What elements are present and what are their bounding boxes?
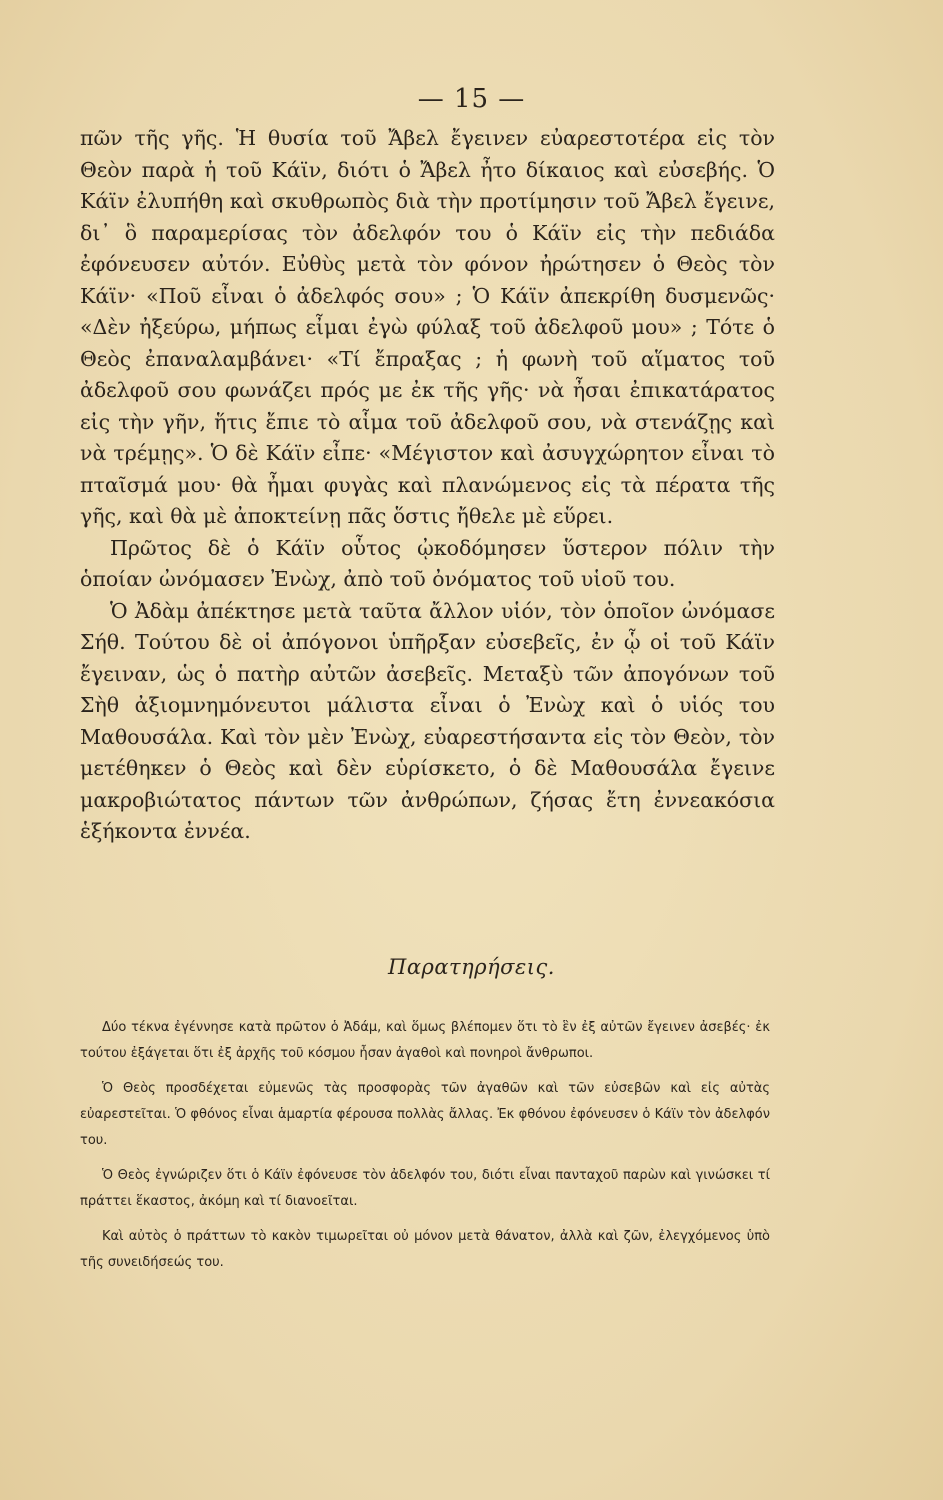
page-number: — 15 — (417, 84, 526, 114)
main-text (80, 123, 775, 848)
notes-section (80, 1015, 770, 1285)
note-1: Δύο τέκνα ἐγέννησε κατὰ πρῶτον ὁ Ἀδάμ, καὶ ὅμως βλέπομεν ὅτι τὸ ἓν ἐξ αὐτῶν ἔγεινεν ἀσεβές· ἐκ τούτου ἐξάγεται ὅτι ἐξ ἀρχῆς τοῦ κόσμου ἦσαν ἀγαθοὶ καὶ πονηροὶ ἄνθρωποι. (80, 1020, 770, 1061)
paragraph-1: πῶν τῆς γῆς. Ἡ θυσία τοῦ Ἄβελ ἔγεινεν εὐαρεστοτέρα εἰς τὸν Θεὸν παρὰ ἡ τοῦ Κάϊν, διότι ὁ Ἄβελ ἦτο δίκαιος καὶ εὐσεβής. Ὁ Κάϊν ἐλυπήθη καὶ σκυθρωπὸς διὰ τὴν προτίμησιν τοῦ Ἄβελ ἔγεινε, δι᾿ ὃ παραμερίσας τὸν ἀδελφόν του ὁ Κάϊν εἰς τὴν πεδιάδα ἐφόνευσεν αὐτόν. Εὐθὺς μετὰ τὸν φόνον ἠρώτησεν ὁ Θεὸς τὸν Κάϊν· «Ποῦ εἶναι ὁ ἀδελφός σου» ; Ὁ Κάϊν ἀπεκρίθη δυσμενῶς· «Δὲν ἠξεύρω, μήπως εἶμαι ἐγὼ φύλαξ τοῦ ἀδελφοῦ μου» ; Τότε ὁ Θεὸς ἐπαναλαμβάνει· «Τί ἔπραξας ; ἡ φωνὴ τοῦ αἵματος τοῦ ἀδελφοῦ σου φωνάζει πρός με ἐκ τῆς γῆς· νὰ ἦσαι ἐπικατάρατος εἰς τὴν γῆν, ἥτις ἔπιε τὸ αἷμα τοῦ ἀδελφοῦ σου, νὰ στενάζῃς καὶ νὰ τρέμῃς». Ὁ δὲ Κάϊν εἶπε· «Μέγιστον καὶ ἀσυγχώρητον εἶναι τὸ πταῖσμά μου· θὰ ἦμαι φυγὰς καὶ πλανώμενος εἰς τὰ πέρατα τῆς γῆς, καὶ θὰ μὲ ἀποκτείνῃ πᾶς ὅστις ἤθελε μὲ εὕρει. (80, 126, 775, 528)
paragraph-2: Πρῶτος δὲ ὁ Κάϊν οὗτος ᾠκοδόμησεν ὕστερον πόλιν τὴν ὁποίαν ὠνόμασεν Ἐνὼχ, ἀπὸ τοῦ ὀνόματος τοῦ υἱοῦ του. (80, 535, 775, 591)
notes-heading: Παρατηρήσεις. (388, 955, 555, 979)
paragraph-3: Ὁ Ἀδὰμ ἀπέκτησε μετὰ ταῦτα ἄλλον υἱόν, τὸν ὁποῖον ὠνόμασε Σήθ. Τούτου δὲ οἱ ἀπόγονοι ὑπῆρξαν εὐσεβεῖς, ἐν ᾧ οἱ τοῦ Κάϊν ἔγειναν, ὡς ὁ πατὴρ αὐτῶν ἀσεβεῖς. Μεταξὺ τῶν ἀπογόνων τοῦ Σὴθ ἀξιομνημόνευτοι μάλιστα εἶναι ὁ Ἐνὼχ καὶ ὁ υἱός του Μαθουσάλα. Καὶ τὸν μὲν Ἐνὼχ, εὐαρεστήσαντα εἰς τὸν Θεὸν, τὸν μετέθηκεν ὁ Θεὸς καὶ δὲν εὑρίσκετο, ὁ δὲ Μαθουσάλα ἔγεινε μακροβιώτατος πάντων τῶν ἀνθρώπων, ζήσας ἔτη ἐννεακόσια ἑξήκοντα ἐννέα. (80, 598, 775, 843)
note-4: Καὶ αὐτὸς ὁ πράττων τὸ κακὸν τιμωρεῖται οὐ μόνον μετὰ θάνατον, ἀλλὰ καὶ ζῶν, ἐλεγχόμενος ὑπὸ τῆς συνειδήσεώς του. (80, 1229, 770, 1270)
note-2: Ὁ Θεὸς προσδέχεται εὐμενῶς τὰς προσφορὰς τῶν ἀγαθῶν καὶ τῶν εὐσεβῶν καὶ εἰς αὐτὰς εὐαρεστεῖται. Ὁ φθόνος εἶναι ἁμαρτία φέρουσα πολλὰς ἄλλας. Ἐκ φθόνου ἐφόνευσεν ὁ Κάϊν τὸν ἀδελφόν του. (80, 1081, 770, 1148)
note-3: Ὁ Θεὸς ἐγνώριζεν ὅτι ὁ Κάϊν ἐφόνευσε τὸν ἀδελφόν του, διότι εἶναι πανταχοῦ παρὼν καὶ γινώσκει τί πράττει ἕκαστος, ἀκόμη καὶ τί διανοεῖται. (80, 1168, 770, 1209)
